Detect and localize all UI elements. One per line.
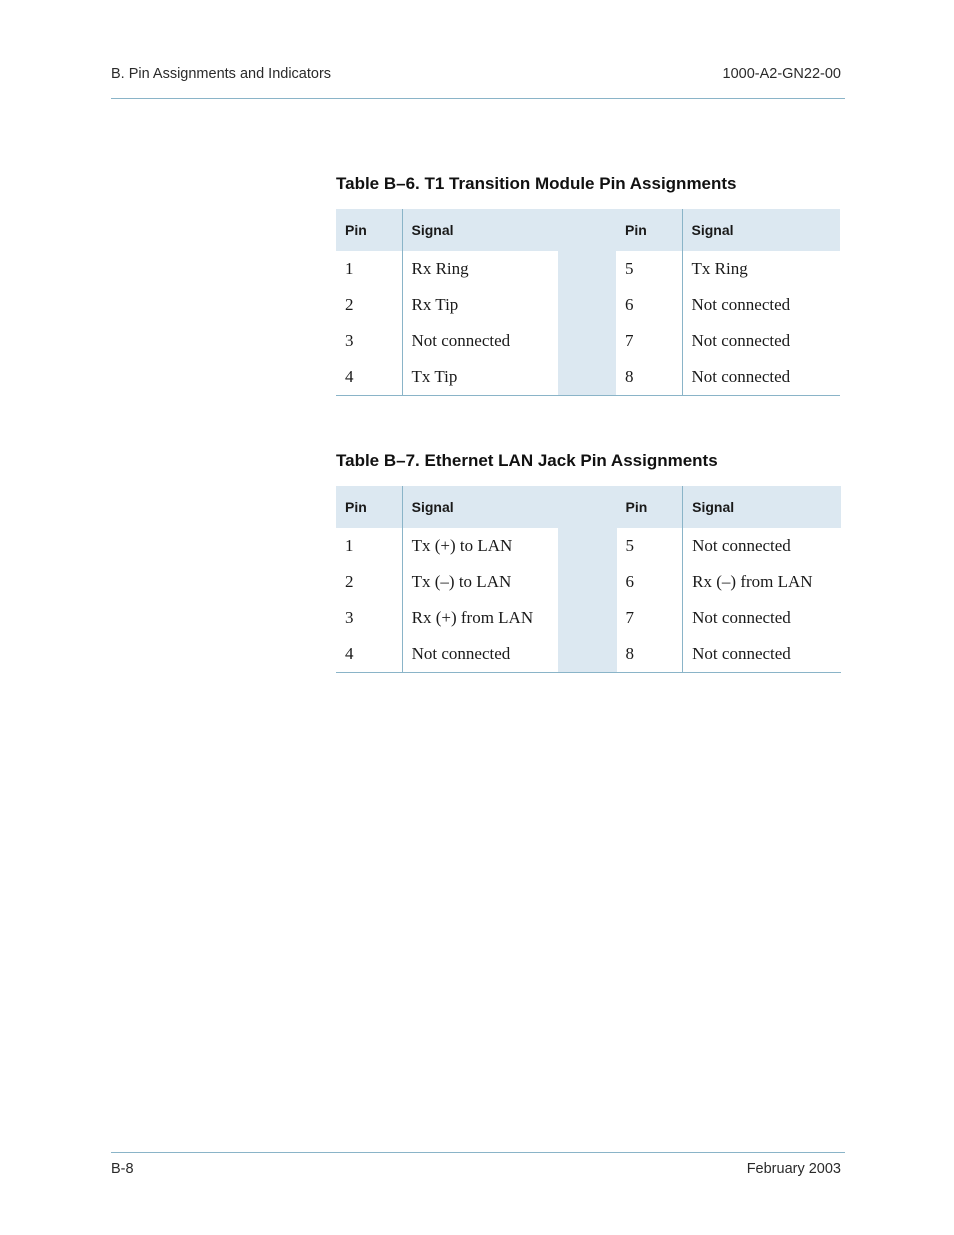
- signal-cell: Rx (–) from LAN: [683, 564, 841, 600]
- pin-cell: 3: [345, 608, 354, 627]
- pin-cell: 2: [345, 295, 354, 314]
- signal-cell: Not connected: [683, 528, 841, 564]
- column-spacer: [558, 359, 616, 396]
- pin-assignment-table: [336, 486, 841, 673]
- column-spacer: [558, 251, 616, 287]
- pin-cell: 1: [345, 259, 354, 278]
- table-row: [336, 359, 840, 396]
- pin-cell: 7: [625, 608, 635, 627]
- column-header-pin: Pin: [336, 209, 402, 251]
- section-title: B. Pin Assignments and Indicators: [111, 66, 332, 82]
- column-header-signal: Signal: [682, 209, 840, 251]
- table-header-row: [336, 486, 841, 528]
- signal-cell: Not connected: [402, 323, 558, 359]
- table-row: [336, 636, 841, 673]
- column-header-pin: Pin: [616, 209, 682, 251]
- signal-cell: Not connected: [682, 287, 840, 323]
- column-spacer: [558, 564, 616, 600]
- column-spacer: [558, 323, 616, 359]
- pin-cell: 8: [625, 367, 634, 386]
- column-spacer: [558, 209, 616, 251]
- table-row: [336, 323, 840, 359]
- pin-cell: 4: [345, 644, 354, 663]
- pin-cell: 5: [625, 259, 634, 278]
- column-spacer: [558, 287, 616, 323]
- table-title: Table B–7. Ethernet LAN Jack Pin Assignments: [336, 451, 718, 470]
- table-b6-block: [336, 173, 840, 396]
- table-row: [336, 600, 841, 636]
- table-b7-block: [336, 450, 841, 673]
- pin-cell: 5: [625, 536, 635, 555]
- table-header-row: [336, 209, 840, 251]
- table-title: Table B–6. T1 Transition Module Pin Assignments: [336, 174, 737, 193]
- pin-assignment-table: [336, 209, 840, 396]
- column-header-signal: Signal: [683, 486, 841, 528]
- document-number: 1000-A2-GN22-00: [722, 66, 841, 82]
- signal-cell: Rx (+) from LAN: [402, 600, 558, 636]
- column-header-signal: Signal: [402, 486, 558, 528]
- pin-cell: 7: [625, 331, 634, 350]
- signal-cell: Not connected: [402, 636, 558, 673]
- column-spacer: [558, 528, 616, 564]
- signal-cell: Rx Ring: [402, 251, 558, 287]
- signal-cell: Tx Tip: [402, 359, 558, 396]
- page-number: B-8: [111, 1161, 134, 1177]
- signal-cell: Tx Ring: [682, 251, 840, 287]
- pin-cell: 6: [625, 572, 635, 591]
- column-header-pin: Pin: [617, 486, 683, 528]
- signal-cell: Not connected: [682, 359, 840, 396]
- publication-date: February 2003: [746, 1161, 841, 1177]
- column-header-signal: Signal: [402, 209, 558, 251]
- signal-cell: Not connected: [683, 636, 841, 673]
- pin-cell: 3: [345, 331, 354, 350]
- signal-cell: Not connected: [682, 323, 840, 359]
- signal-cell: Not connected: [683, 600, 841, 636]
- pin-cell: 2: [345, 572, 354, 591]
- column-header-pin: Pin: [336, 486, 402, 528]
- column-spacer: [558, 636, 616, 673]
- pin-cell: 4: [345, 367, 354, 386]
- table-row: [336, 287, 840, 323]
- running-header: [111, 66, 845, 99]
- table-row: [336, 564, 841, 600]
- pin-cell: 8: [625, 644, 635, 663]
- running-footer: [111, 1152, 845, 1177]
- column-spacer: [558, 486, 616, 528]
- table-row: [336, 528, 841, 564]
- column-spacer: [558, 600, 616, 636]
- table-row: [336, 251, 840, 287]
- signal-cell: Tx (+) to LAN: [402, 528, 558, 564]
- signal-cell: Rx Tip: [402, 287, 558, 323]
- pin-cell: 6: [625, 295, 634, 314]
- pin-cell: 1: [345, 536, 354, 555]
- signal-cell: Tx (–) to LAN: [402, 564, 558, 600]
